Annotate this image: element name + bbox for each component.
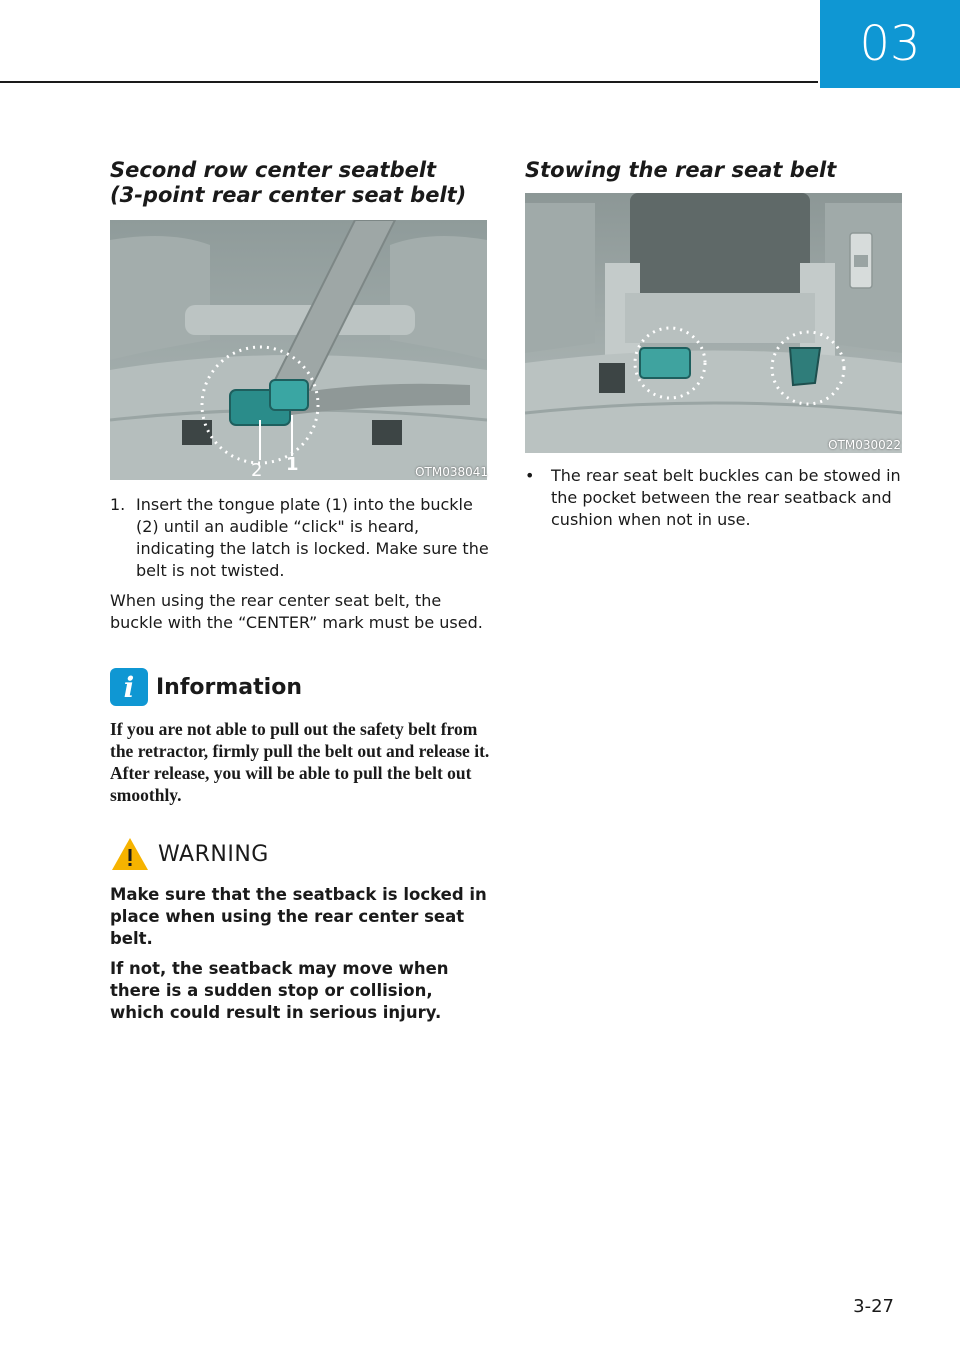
- stowed-buckles-illustration: [525, 193, 902, 453]
- heading-line-2: (3-point rear center seat belt): [110, 183, 467, 207]
- bullet-dot: •: [525, 466, 535, 485]
- bullet-stowing: [525, 465, 903, 531]
- section-heading-center-seatbelt: [110, 158, 490, 208]
- left-column: [110, 158, 490, 1024]
- page-number: 3-27: [853, 1296, 894, 1317]
- section-heading-stowing: Stowing the rear seat belt: [525, 158, 837, 182]
- right-column: [525, 158, 903, 531]
- seatbelt-buckle-illustration: [110, 220, 487, 480]
- figure-center-seatbelt: [110, 220, 490, 480]
- figure-code: OTM030022: [828, 438, 901, 452]
- header-rule: [0, 81, 818, 83]
- warning-paragraph-1: Make sure that the seatback is locked in place when using the rear center seat belt.: [110, 885, 487, 948]
- warning-triangle-icon: [110, 836, 150, 872]
- information-title: Information: [156, 674, 302, 700]
- figure-code: OTM038041: [415, 465, 488, 479]
- step-text: Insert the tongue plate (1) into the buckle (2) until an audible “click" is heard, indicating the latch is locked. Make sure the belt is not twisted.: [136, 495, 489, 580]
- bullet-text: The rear seat belt buckles can be stowed in the pocket between the rear seatback and cushion when not in use.: [551, 466, 901, 529]
- figure-stowing: [525, 193, 903, 453]
- step-1: [110, 494, 490, 582]
- information-header: [110, 668, 490, 706]
- center-mark-note: When using the rear center seat belt, the buckle with the “CENTER” mark must be used.: [110, 591, 483, 632]
- callout-1: 1: [286, 454, 299, 475]
- warning-header: [110, 836, 490, 872]
- heading-line-1: Second row center seatbelt: [110, 158, 437, 182]
- callout-2: 2: [251, 460, 263, 480]
- step-number: 1.: [110, 495, 126, 514]
- warning-title: WARNING: [158, 841, 269, 867]
- chapter-tab: 03: [820, 0, 960, 88]
- warning-paragraph-2: If not, the seatback may move when there is a sudden stop or collision, which could result in serious injury.: [110, 959, 449, 1022]
- information-text: If you are not able to pull out the safety belt from the retractor, firmly pull the belt out and release it. After release, you will be able to pull the belt out smoothly.: [110, 719, 490, 805]
- info-icon: i: [110, 668, 148, 706]
